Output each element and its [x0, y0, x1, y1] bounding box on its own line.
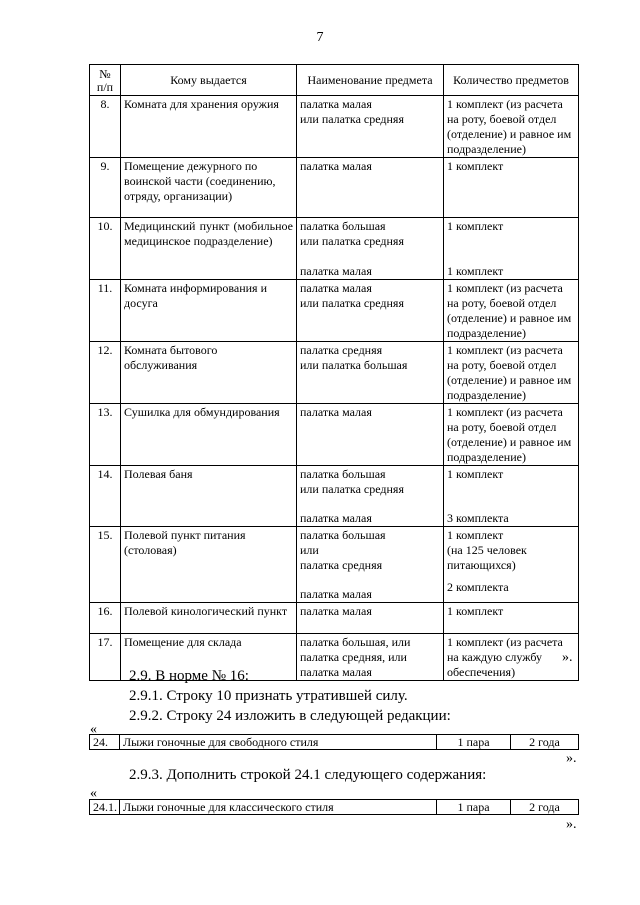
header-item: Наименование предмета [297, 65, 444, 96]
row-number: 24.1. [90, 800, 120, 815]
row-quantity: 1 комплект (из расчета на роту, боевой отдел (отделение) и равное им подразделение) [444, 96, 579, 158]
row-recipient: Помещение дежурного по воинской части (соединению, отряду, организации) [121, 158, 297, 218]
row-name: Лыжи гоночные для свободного стиля [120, 735, 437, 750]
closing-quote: ». [566, 817, 577, 832]
row-number: 11. [90, 280, 121, 342]
row-number: 16. [90, 603, 121, 634]
table-row [90, 158, 579, 218]
row-item: палатка малая [297, 603, 444, 634]
closing-quote: ». [562, 650, 573, 665]
row-recipient: Полевой пункт питания (столовая) [121, 527, 297, 603]
row-recipient: Комната информирования и досуга [121, 280, 297, 342]
row-quantity: 1 комплект [444, 158, 579, 218]
header-quantity: Количество предметов [444, 65, 579, 96]
row-item: палатка большая или палатка средняя палатка малая [297, 466, 444, 527]
table-row [90, 404, 579, 466]
row-item: палатка большая или палатка средняя палатка малая [297, 527, 444, 603]
table-header-row [90, 65, 579, 96]
header-num: № п/п [90, 65, 121, 96]
row-quantity: 1 комплект [444, 603, 579, 634]
page-number: 7 [316, 30, 324, 45]
row-item: палатка малая или палатка средняя [297, 96, 444, 158]
header-recipient: Кому выдается [121, 65, 297, 96]
row-quantity: 1 комплект 1 комплект [444, 218, 579, 280]
row-term: 2 года [511, 800, 579, 815]
row-number: 8. [90, 96, 121, 158]
opening-quote: « [90, 722, 97, 737]
table-row [90, 466, 579, 527]
row-quantity: 1 пара [437, 800, 511, 815]
row-item: палатка большая или палатка средняя палатка малая [297, 218, 444, 280]
items-table [89, 64, 579, 681]
table-row [90, 735, 579, 750]
row-item: палатка малая [297, 158, 444, 218]
row-name: Лыжи гоночные для классического стиля [120, 800, 437, 815]
row-24-1-table [89, 799, 579, 815]
table-row [90, 280, 579, 342]
opening-quote: « [90, 786, 97, 801]
row-number: 24. [90, 735, 120, 750]
table-row [90, 342, 579, 404]
paragraph-2-9-2: 2.9.2. Строку 24 изложить в следующей редакции: [129, 708, 451, 724]
row-number: 9. [90, 158, 121, 218]
row-recipient: Комната бытового обслуживания [121, 342, 297, 404]
table-row [90, 96, 579, 158]
row-item: палатка средняя или палатка большая [297, 342, 444, 404]
table-row [90, 218, 579, 280]
table-row [90, 527, 579, 603]
paragraph-2-9: 2.9. В норме № 16: [129, 668, 249, 684]
row-recipient: Помещение для склада [121, 634, 297, 681]
paragraph-2-9-3: 2.9.3. Дополнить строкой 24.1 следующего содержания: [129, 767, 487, 783]
row-recipient: Комната для хранения оружия [121, 96, 297, 158]
row-quantity: 1 комплект 3 комплекта [444, 466, 579, 527]
row-item: палатка большая, или палатка средняя, или палатка малая [297, 634, 444, 681]
row-number: 12. [90, 342, 121, 404]
row-number: 17. [90, 634, 121, 681]
row-item: палатка малая или палатка средняя [297, 280, 444, 342]
row-24-table [89, 734, 579, 750]
row-recipient: Полевой кинологический пункт [121, 603, 297, 634]
row-number: 14. [90, 466, 121, 527]
closing-quote: ». [566, 751, 577, 766]
row-quantity: 1 комплект (из расчета на каждую службу обеспечения) [444, 634, 579, 681]
row-item: палатка малая [297, 404, 444, 466]
row-recipient: Сушилка для обмундирования [121, 404, 297, 466]
row-quantity: 1 комплект (из расчета на роту, боевой отдел (отделение) и равное им подразделение) [444, 280, 579, 342]
row-quantity: 1 комплект (на 125 человек питающихся) 2 комплекта [444, 527, 579, 603]
row-term: 2 года [511, 735, 579, 750]
row-quantity: 1 комплект (из расчета на роту, боевой отдел (отделение) и равное им подразделение) [444, 342, 579, 404]
row-recipient: Медицинский пункт (мобильное медицинское подразделение) [121, 218, 297, 280]
paragraph-2-9-1: 2.9.1. Строку 10 признать утратившей силу. [129, 688, 408, 704]
row-number: 15. [90, 527, 121, 603]
row-quantity: 1 комплект (из расчета на роту, боевой отдел (отделение) и равное им подразделение) [444, 404, 579, 466]
table-row [90, 603, 579, 634]
row-quantity: 1 пара [437, 735, 511, 750]
row-number: 13. [90, 404, 121, 466]
row-recipient: Полевая баня [121, 466, 297, 527]
row-number: 10. [90, 218, 121, 280]
table-row [90, 800, 579, 815]
